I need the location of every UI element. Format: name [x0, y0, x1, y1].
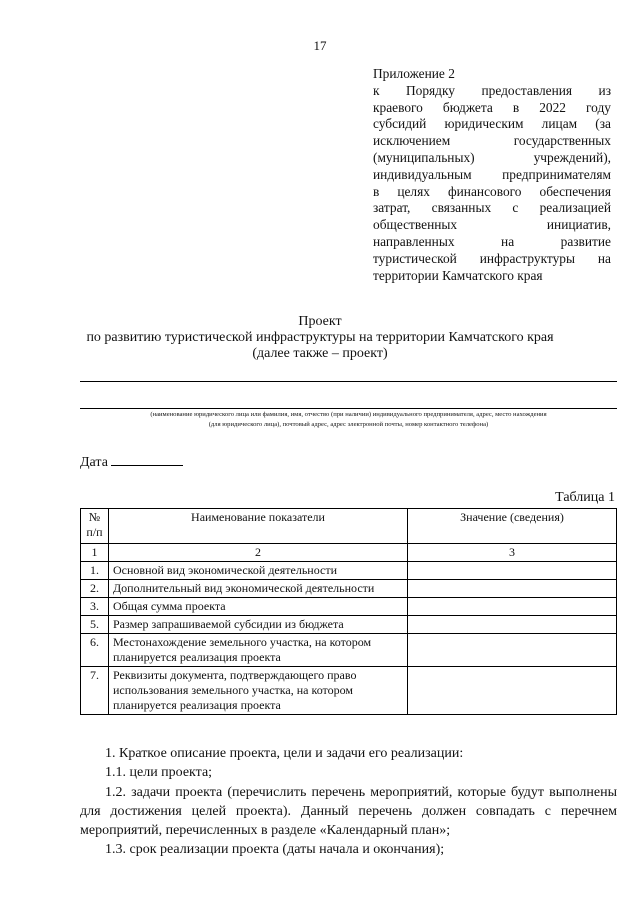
appendix-line: направленных на развитие: [373, 233, 611, 249]
row-value[interactable]: [408, 598, 617, 616]
row-name: Основной вид экономической деятельности: [109, 562, 408, 580]
table-row: [81, 598, 617, 616]
row-number: 1.: [81, 562, 109, 580]
appendix-line: туристической инфраструктуры на: [373, 250, 611, 266]
table-index-row: [81, 544, 617, 562]
table-row: [81, 562, 617, 580]
paragraph: 1. Краткое описание проекта, цели и задачи его реализации:: [105, 746, 464, 761]
caption-line: (для юридического лица), почтовый адрес, адрес электронной почты, номер контактного телефона): [208, 421, 489, 428]
caption-line: (наименование юридического лица или фамилия, имя, отчество (при наличии) индивидуального предпринимателя, адрес, место нахождения: [150, 411, 547, 418]
project-description: [80, 744, 617, 860]
appendix-line: исключением государственных: [373, 133, 611, 149]
date-label: Дата: [80, 455, 108, 470]
paragraph: 1.2. задачи проекта (перечислить перечень мероприятий, которые будут выполнены для достижения целей проекта). Данный перечень должен совпадать с перечнем мероприятий, перечисленных в разделе «Календарный план»;: [80, 784, 617, 839]
appendix-line: (муниципальных) учреждений),: [373, 149, 611, 165]
project-subtitle: [0, 330, 640, 362]
paragraph: 1.1. цели проекта;: [105, 765, 213, 781]
table-label: Таблица 1: [555, 490, 615, 505]
row-name: Реквизиты документа, подтверждающего право использования земельного участка, на котором планируется реализация проекта: [109, 667, 408, 715]
appendix-line: к Порядку предоставления из: [373, 82, 611, 98]
row-number: 2.: [81, 580, 109, 598]
page-number: 17: [313, 38, 327, 53]
appendix-line: краевого бюджета в 2022 году: [373, 99, 611, 115]
appendix-line: территории Камчатского края: [373, 267, 543, 283]
appendix-line: общественных инициатив,: [373, 217, 611, 233]
appendix-line: затрат, связанных с реализацией: [373, 200, 611, 216]
appendix-line: в целях финансового обеспечения: [373, 183, 611, 199]
project-title: Проект: [298, 314, 342, 329]
fill-line: [80, 408, 617, 409]
table-row: [81, 634, 617, 667]
index-cell: 2: [109, 544, 408, 562]
table-row: [81, 580, 617, 598]
index-cell: 1: [81, 544, 109, 562]
row-number: 7.: [81, 667, 109, 715]
fill-line: [80, 381, 617, 382]
appendix-heading: [373, 66, 611, 284]
table-row: [81, 667, 617, 715]
row-name: Размер запрашиваемой субсидии из бюджета: [109, 616, 408, 634]
row-name: Общая сумма проекта: [109, 598, 408, 616]
project-subtitle-line: по развитию туристической инфраструктуры на территории Камчатского края: [86, 330, 554, 345]
date-field: [80, 453, 183, 471]
date-blank: [111, 453, 183, 466]
header-number: № п/п: [81, 509, 109, 544]
table-header-row: [81, 509, 617, 544]
header-value: Значение (сведения): [408, 509, 617, 544]
table-row: [81, 616, 617, 634]
row-value[interactable]: [408, 667, 617, 715]
row-value[interactable]: [408, 634, 617, 667]
row-value[interactable]: [408, 580, 617, 598]
header-name: Наименование показатели: [109, 509, 408, 544]
appendix-line: субсидий юридическим лицам (за: [373, 116, 611, 132]
indicators-table: [80, 508, 617, 715]
index-cell: 3: [408, 544, 617, 562]
row-number: 3.: [81, 598, 109, 616]
row-name: Местонахождение земельного участка, на котором планируется реализация проекта: [109, 634, 408, 667]
row-value[interactable]: [408, 562, 617, 580]
row-number: 6.: [81, 634, 109, 667]
row-name: Дополнительный вид экономической деятельности: [109, 580, 408, 598]
row-value[interactable]: [408, 616, 617, 634]
applicant-caption: [80, 410, 617, 430]
project-subtitle-line: (далее также – проект): [252, 346, 388, 361]
appendix-line: индивидуальным предпринимателям: [373, 166, 611, 182]
appendix-title: Приложение 2: [373, 66, 455, 81]
row-number: 5.: [81, 616, 109, 634]
paragraph: 1.3. срок реализации проекта (даты начала и окончания);: [105, 842, 445, 858]
